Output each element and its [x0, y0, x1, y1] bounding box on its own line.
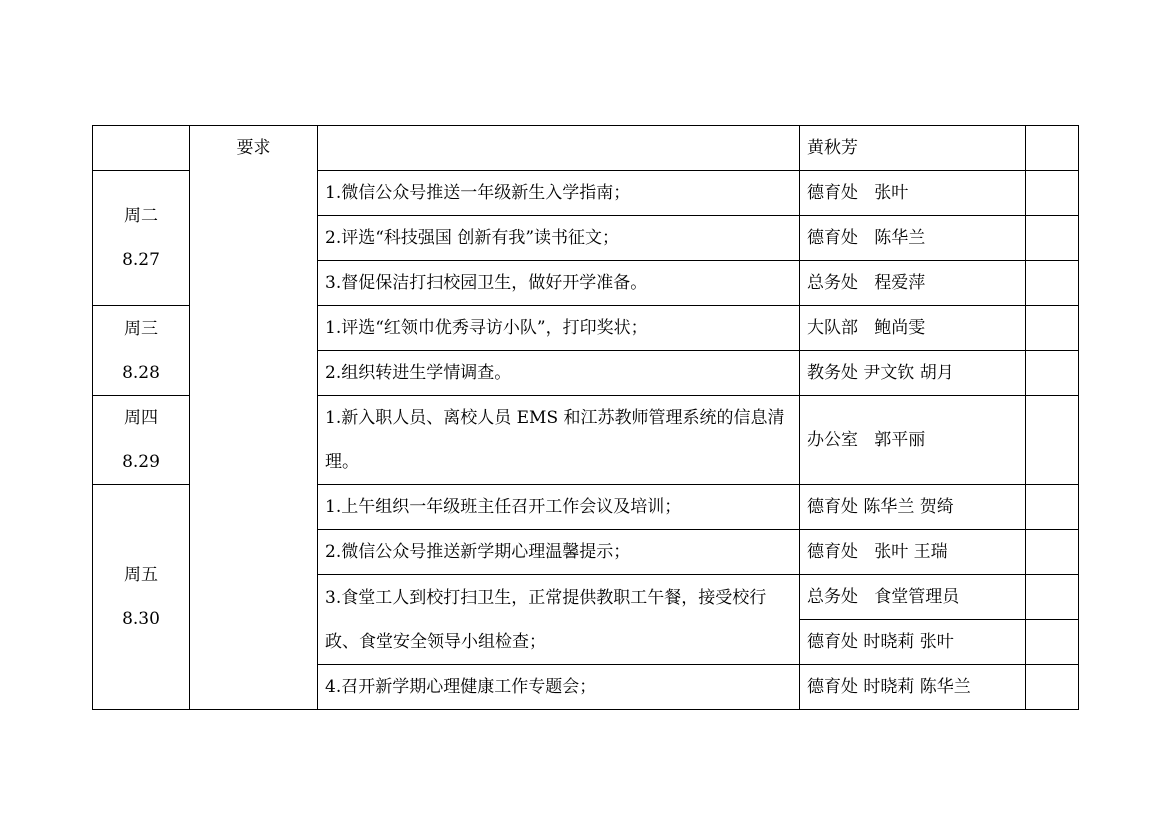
requirement-column: [190, 126, 318, 710]
empty-cell: [1026, 261, 1079, 306]
task-cell: 3.食堂工人到校打扫卫生，正常提供教职工午餐，接受校行政、食堂安全领导小组检查；: [318, 575, 800, 665]
header-cell-responsible: 黄秋芳: [800, 126, 1026, 171]
header-cell-extra: [1026, 126, 1079, 171]
day-name: 周三: [124, 318, 158, 339]
header-cell-day: [93, 126, 190, 171]
responsible-cell: 大队部 鲍尚雯: [800, 306, 1026, 351]
responsible-cell: 总务处 程爱萍: [800, 261, 1026, 306]
empty-cell: [1026, 665, 1079, 710]
responsible-cell: 德育处 时晓莉 陈华兰: [800, 665, 1026, 710]
responsible-cell: 德育处 张叶 王瑞: [800, 530, 1026, 575]
header-row: [93, 126, 1079, 171]
responsible-cell: 办公室 郭平丽: [800, 396, 1026, 485]
task-cell: 1.评选“红领巾优秀寻访小队”，打印奖状；: [318, 306, 800, 351]
task-cell: 1.新入职人员、离校人员 EMS 和江苏教师管理系统的信息清理。: [318, 396, 800, 485]
day-cell: [93, 171, 190, 306]
day-cell: [93, 306, 190, 396]
day-name: 周五: [124, 565, 158, 585]
empty-cell: [1026, 485, 1079, 530]
empty-cell: [1026, 351, 1079, 396]
empty-cell: [1026, 171, 1079, 216]
responsible-cell: 德育处 陈华兰 贺绮: [800, 485, 1026, 530]
empty-cell: [1026, 306, 1079, 351]
task-cell: 1.微信公众号推送一年级新生入学指南；: [318, 171, 800, 216]
day-name: 周四: [124, 408, 158, 428]
responsible-cell: 总务处 食堂管理员: [800, 575, 1026, 620]
empty-cell: [1026, 396, 1079, 485]
day-date: 8.28: [122, 362, 160, 383]
empty-cell: [1026, 216, 1079, 261]
day-cell: [93, 396, 190, 485]
day-date: 8.29: [122, 452, 160, 472]
task-cell: 2.微信公众号推送新学期心理温馨提示；: [318, 530, 800, 575]
schedule-table: [92, 125, 1079, 710]
responsible-cell: 教务处 尹文钦 胡月: [800, 351, 1026, 396]
responsible-cell: 德育处 张叶: [800, 171, 1026, 216]
day-date: 8.30: [122, 609, 160, 629]
empty-cell: [1026, 530, 1079, 575]
requirement-header: 要求: [236, 138, 271, 158]
header-cell-task: [318, 126, 800, 171]
empty-cell: [1026, 620, 1079, 665]
task-cell: 2.评选“科技强国 创新有我”读书征文；: [318, 216, 800, 261]
empty-cell: [1026, 575, 1079, 620]
task-cell: 3.督促保洁打扫校园卫生，做好开学准备。: [318, 261, 800, 306]
task-cell: 1.上午组织一年级班主任召开工作会议及培训；: [318, 485, 800, 530]
responsible-cell: 德育处 陈华兰: [800, 216, 1026, 261]
day-date: 8.27: [122, 250, 160, 270]
task-cell: 2.组织转进生学情调查。: [318, 351, 800, 396]
day-name: 周二: [124, 206, 158, 226]
responsible-cell: 德育处 时晓莉 张叶: [800, 620, 1026, 665]
task-cell: 4.召开新学期心理健康工作专题会；: [318, 665, 800, 710]
day-cell: [93, 485, 190, 710]
